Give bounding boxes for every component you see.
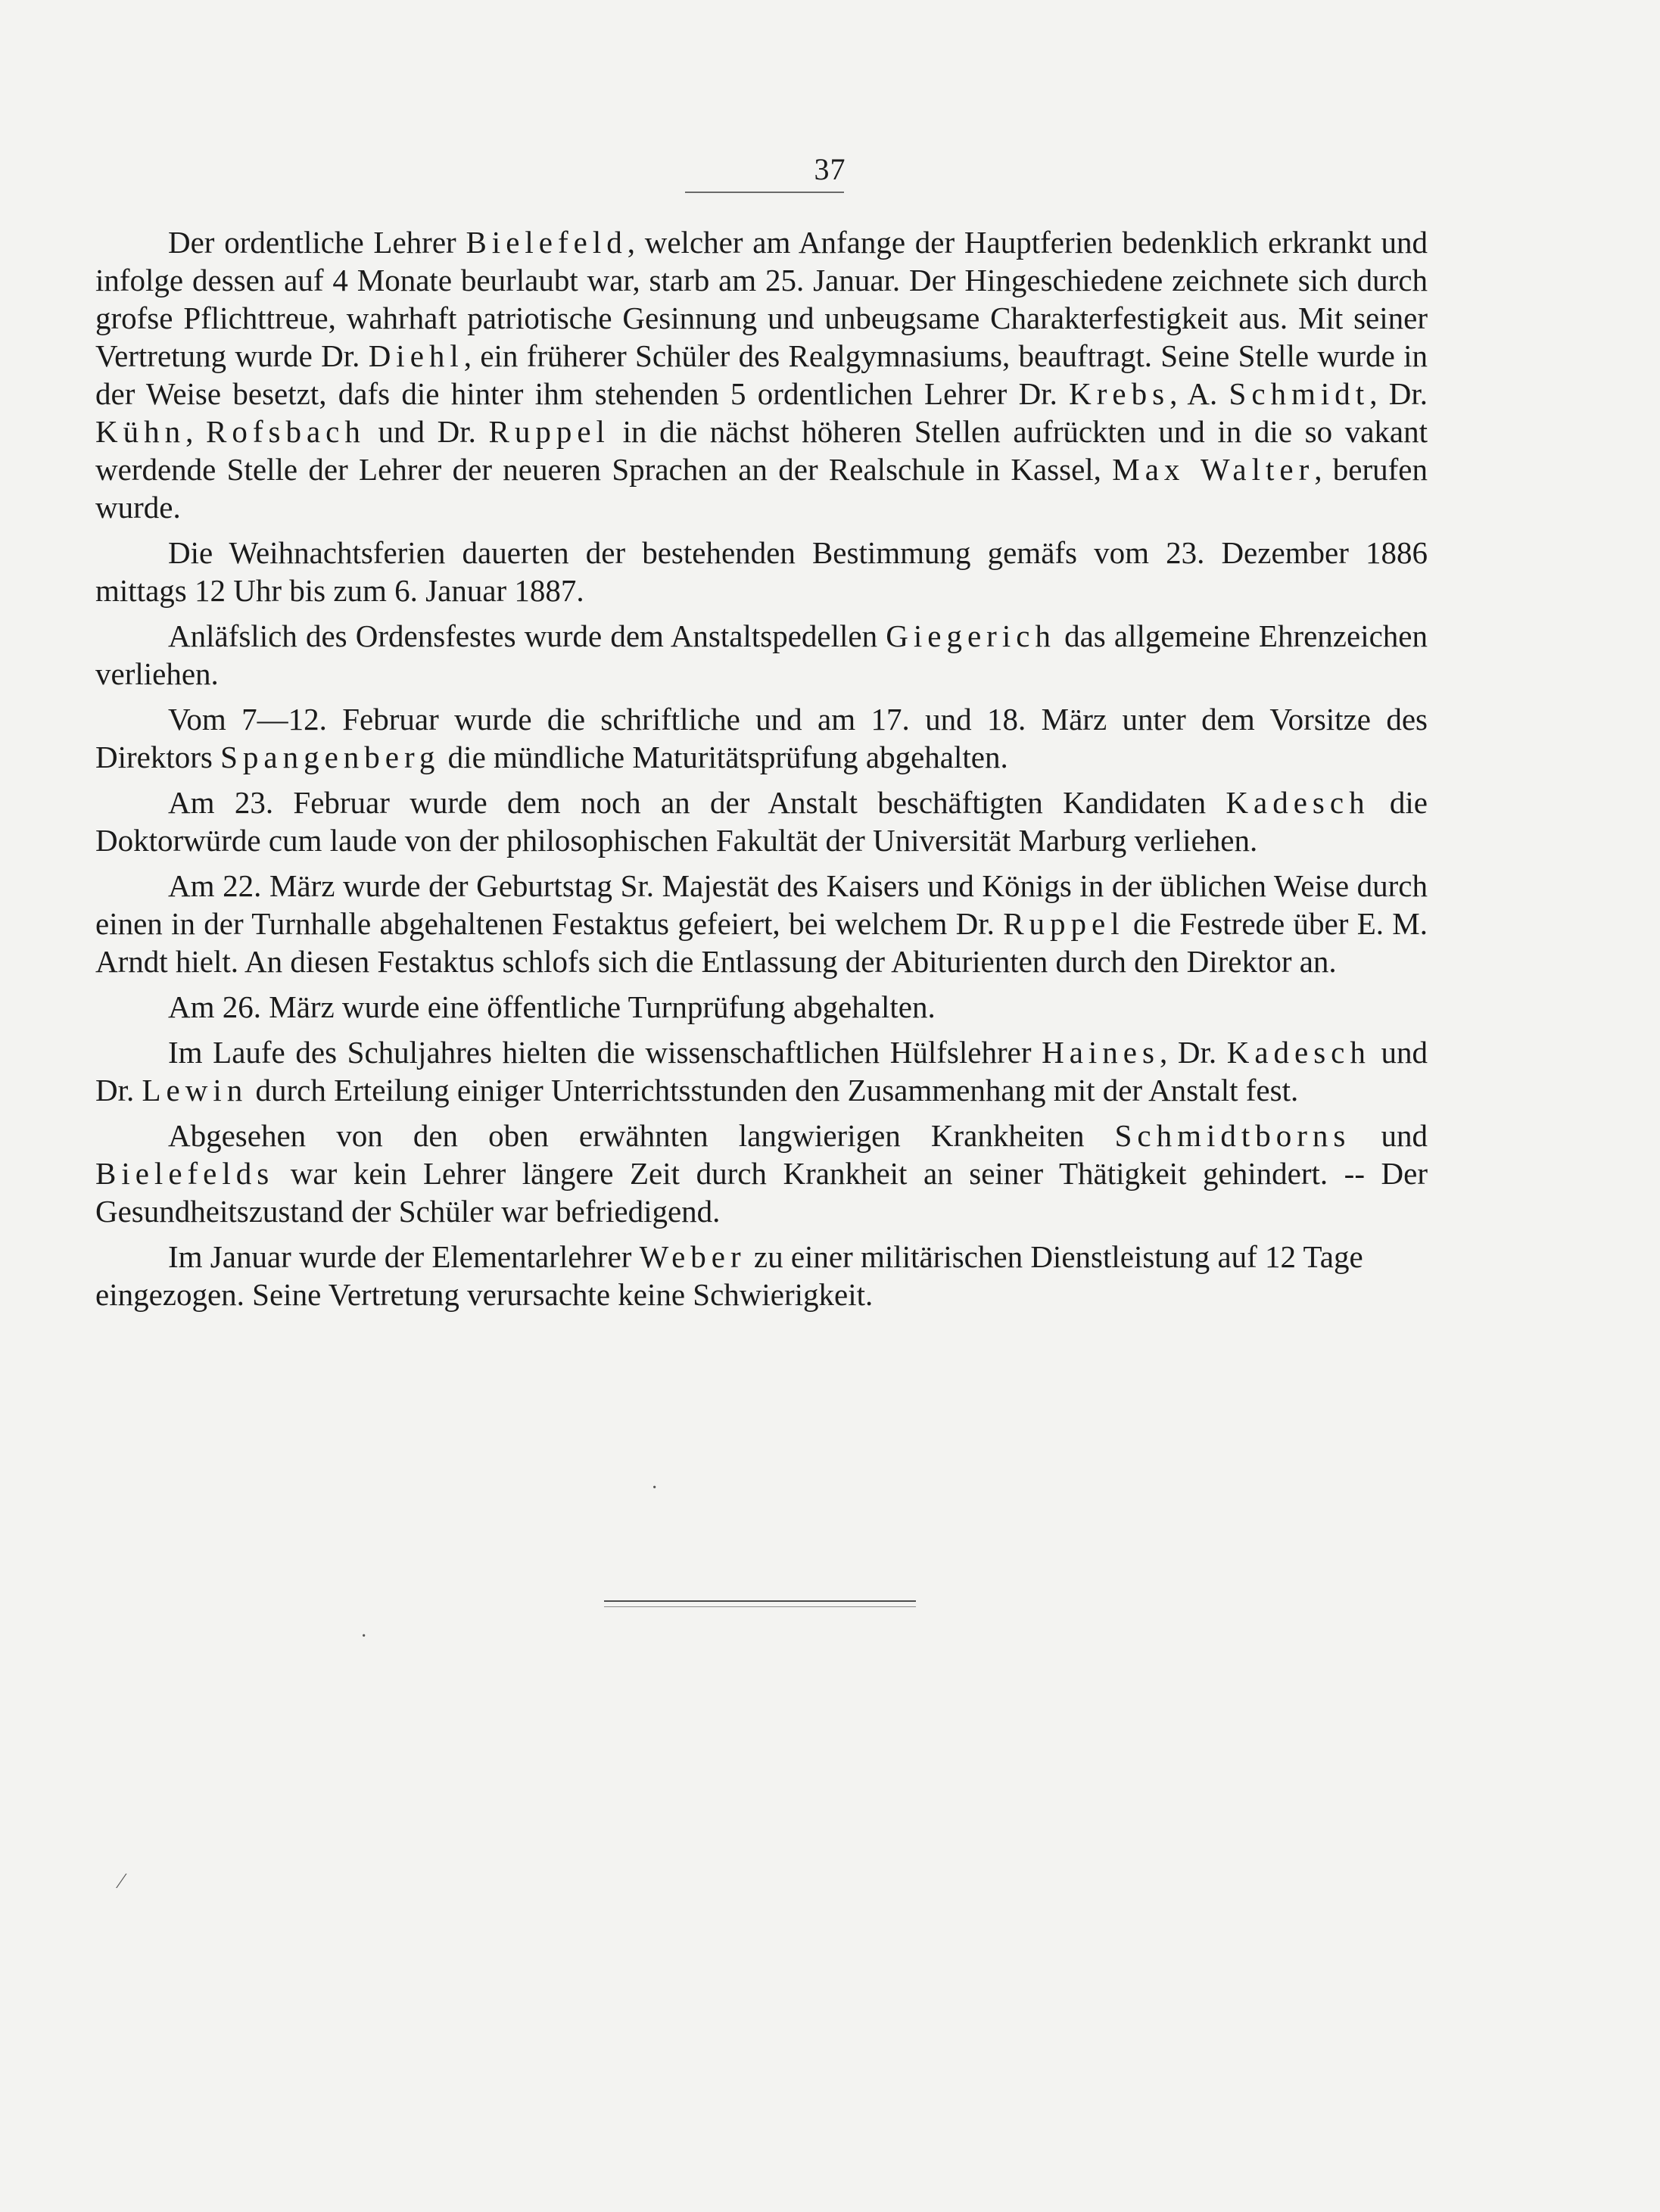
person-name: Spangenberg: [220, 740, 441, 774]
closing-rule-secondary: [604, 1606, 916, 1607]
person-name: Rofsbach: [206, 414, 366, 449]
text-run: Anläfslich des Ordensfestes wurde dem Anstaltspedellen: [168, 618, 886, 653]
paragraph: [95, 1033, 1428, 1109]
text-run: Im Laufe des Schuljahres hielten die wissenschaftlichen Hülfslehrer: [168, 1035, 1042, 1070]
paragraph: [95, 223, 1428, 526]
person-name: Haines: [1042, 1035, 1160, 1070]
text-run: Am 22. März wurde der Geburtstag Sr. Majestät des Kaisers und Königs in der üblichen Weise durch einen in der Turnhalle abgehaltenen Festaktus gefeiert, bei welchem Dr.: [95, 868, 1428, 941]
closing-rule: [604, 1600, 916, 1602]
text-run: , Dr.: [1159, 1035, 1227, 1070]
text-run: , A.: [1169, 376, 1229, 411]
person-name: Max Walter: [1112, 452, 1315, 487]
ink-stroke: ⁄: [120, 1870, 123, 1893]
text-run: Abgesehen von den oben erwähnten langwierigen Krankheiten: [168, 1118, 1115, 1153]
person-name: Diehl: [368, 338, 464, 373]
person-name: Schmidtborns: [1114, 1118, 1351, 1153]
text-run: das allgemeine Ehrenzeichen verliehen.: [95, 618, 1428, 691]
text-run: war kein Lehrer längere Zeit durch Krankheit an seiner Thätigkeit gehindert. -- Der Gesundheitszustand der Schüler war befriedigend.: [95, 1156, 1428, 1229]
text-run: , Dr.: [1369, 376, 1428, 411]
person-name: Giegerich: [886, 618, 1056, 653]
person-name: Weber: [639, 1239, 746, 1274]
person-name: Schmidt: [1229, 376, 1370, 411]
text-run: und: [1350, 1118, 1428, 1153]
ink-speck: ·: [651, 1476, 659, 1500]
person-name: Kadesch: [1226, 1035, 1371, 1070]
person-name: Bielefelds: [95, 1156, 275, 1191]
person-name: Krebs: [1069, 376, 1170, 411]
text-run: Die Weihnachtsferien dauerten der bestehenden Bestimmung gemäfs vom 23. Dezember 1886 mittags 12 Uhr bis zum 6. Januar 1887.: [95, 535, 1428, 608]
person-name: Kühn: [95, 414, 186, 449]
text-run: durch Erteilung einiger Unterrichtsstunden den Zusammenhang mit der Anstalt fest.: [248, 1073, 1299, 1108]
paragraph: [95, 988, 1428, 1026]
text-run: , ein früherer Schüler des Realgymnasiums, beauftragt. Seine Stelle wurde in der Weise besetzt, dafs die hinter ihm stehenden 5 ordentlichen Lehrer Dr.: [95, 338, 1428, 411]
paragraph: [95, 534, 1428, 609]
text-run: Im Januar wurde der Elementarlehrer: [168, 1239, 640, 1274]
person-name: Bielefeld: [466, 225, 628, 260]
paragraph: [95, 867, 1428, 980]
text-run: zu einer militärischen Dienstleistung auf 12 Tage eingezogen. Seine Vertretung verursachte keine Schwierigkeit.: [95, 1239, 1363, 1312]
body-text: [95, 223, 1428, 1321]
text-run: und Dr.: [95, 1035, 1428, 1108]
text-run: , berufen wurde.: [95, 452, 1428, 525]
text-run: die mündliche Maturitätsprüfung abgehalten.: [440, 740, 1008, 774]
text-run: die Festrede über E. M. Arndt hielt. An diesen Festaktus schlofs sich die Entlassung der Abiturienten durch den Direktor an.: [95, 906, 1428, 979]
text-run: Am 23. Februar wurde dem noch an der Anstalt beschäftigten Kandidaten: [168, 785, 1226, 820]
person-name: Lewin: [142, 1073, 248, 1108]
header-rule: [685, 192, 844, 193]
paragraph: [95, 617, 1428, 693]
paragraph: [95, 700, 1428, 776]
person-name: Ruppel: [488, 414, 610, 449]
text-run: Vom 7—12. Februar wurde die schriftliche und am 17. und 18. März unter dem Vorsitze des Direktors: [95, 702, 1428, 774]
text-run: und Dr.: [365, 414, 489, 449]
paragraph: [95, 784, 1428, 859]
text-run: die Doktorwürde cum laude von der philosophischen Fakultät der Universität Marburg verliehen.: [95, 785, 1428, 858]
text-run: , welcher am Anfange der Hauptferien bedenklich erkrankt und infolge dessen auf 4 Monate beurlaubt war, starb am 25. Januar. Der Hingeschiedene zeichnete sich durch grofse Pflichttreue, wahrhaft patriotische Gesinnung und unbeugsame Charakterfestigkeit aus. Mit seiner Vertretung wurde Dr.: [95, 225, 1428, 373]
paragraph: [95, 1117, 1428, 1230]
text-run: in die nächst höheren Stellen aufrückten und in die so vakant werdende Stelle der Lehrer der neueren Sprachen an der Realschule in Kassel,: [95, 414, 1428, 487]
person-name: Kadesch: [1226, 785, 1370, 820]
text-run: Am 26. März wurde eine öffentliche Turnprüfung abgehalten.: [168, 989, 936, 1024]
paragraph: [95, 1238, 1428, 1313]
person-name: Ruppel: [1003, 906, 1125, 941]
page-number: 37: [814, 152, 846, 186]
ink-speck: ·: [360, 1625, 368, 1648]
text-run: ,: [185, 414, 206, 449]
text-run: Der ordentliche Lehrer: [168, 225, 466, 260]
